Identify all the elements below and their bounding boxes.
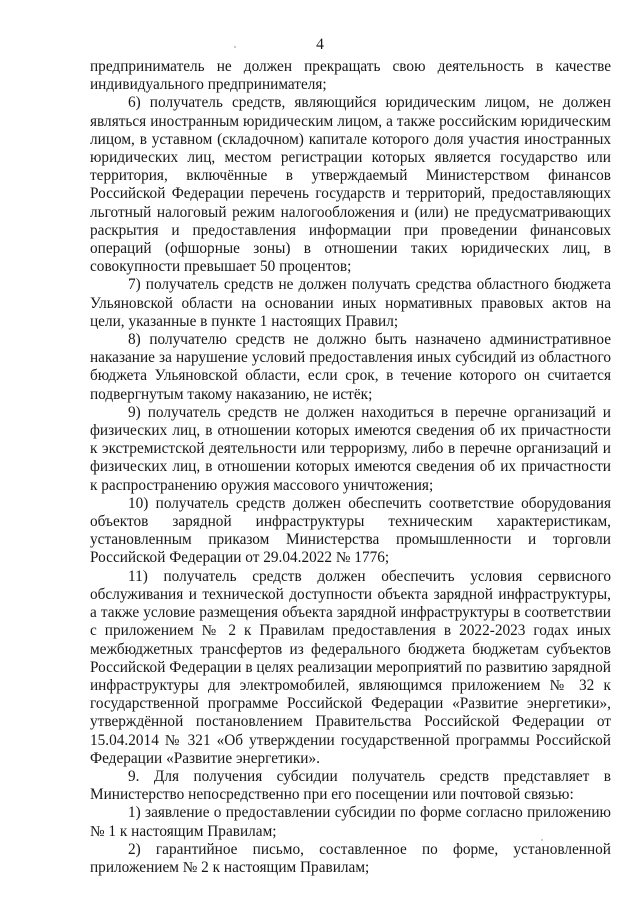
paragraph-subitem-1: 1) заявление о предоставлении субсидии по форме согласно приложению № 1 к настоящим Правилам; (90, 804, 611, 840)
paragraph-item-6: 6) получатель средств, являющийся юридическим лицом, не должен являться иностранным юридическим лицом, а также российским юридическим лицом, в уставном (складочном) капитале которого доля участия иностранных юридических лиц, местом регистрации которых является государство или территория, включённые в утверждаемый Министерством финансов Российской Федерации перечень государств и территорий, предоставляющих льготный налоговый режим налогообложения и (или) не предусматривающих раскрытия и предоставления информации при проведении финансовых операций (офшорные зоны) в отношении таких юридических лиц, в совокупности превышает 50 процентов; (90, 94, 611, 276)
paragraph-item-11: 11) получатель средств должен обеспечить условия сервисного обслуживания и технической доступности объекта зарядной инфраструктуры, а также условие размещения объекта зарядной инфраструктуры в соответствии с приложением № 2 к Правилам предоставления в 2022-2023 годах иных межбюджетных трансфертов из федерального бюджета бюджетам субъектов Российской Федерации в целях реализации мероприятий по развитию зарядной инфраструктуры для электромобилей, являющимся приложением № 32 к государственной программе Российской Федерации «Развитие энергетики», утверждённой постановлением Правительства Российской Федерации от 15.04.2014 № 321 «Об утверждении государственной программы Российской Федерации «Развитие энергетики». (90, 567, 611, 767)
paragraph-item-9: 9) получатель средств не должен находиться в перечне организаций и физических лиц, в отношении которых имеются сведения об их причастности к экстремистской деятельности или терроризму, либо в перечне организаций и физических лиц, в отношении которых имеются сведения об их причастности к распространению оружия массового уничтожения; (90, 403, 611, 494)
paragraph-item-7: 7) получатель средств не должен получать средства областного бюджета Ульяновской области на основании иных нормативных правовых актов на цели, указанные в пункте 1 настоящих Правил; (90, 276, 611, 330)
paragraph-item-8: 8) получателю средств не должно быть назначено административное наказание за нарушение условий предоставления иных субсидий из областного бюджета Ульяновской области, если срок, в течение которого он считается подвергнутым такому наказанию, не истёк; (90, 331, 611, 403)
paragraph-section-9: 9. Для получения субсидии получатель средств представляет в Министерство непосредственно при его посещении или почтовой связью: (90, 767, 611, 804)
paragraph-subitem-2: 2) гарантийное письмо, составленное по форме, установленной приложением № 2 к настоящим Правилам; (90, 840, 611, 876)
paragraph-continuation: предприниматель не должен прекращать свою деятельность в качестве индивидуального предпринимателя; (90, 58, 611, 94)
scan-speck (541, 839, 543, 841)
paragraph-item-10: 10) получатель средств должен обеспечить соответствие оборудования объектов зарядной инфраструктуры техническим характеристикам, установленным приказом Министерства промышленности и торговли Российской Федерации от 29.04.2022 № 1776; (90, 494, 611, 567)
page-number: 4 (316, 36, 324, 53)
scan-speck (234, 46, 236, 48)
document-body (90, 58, 611, 877)
